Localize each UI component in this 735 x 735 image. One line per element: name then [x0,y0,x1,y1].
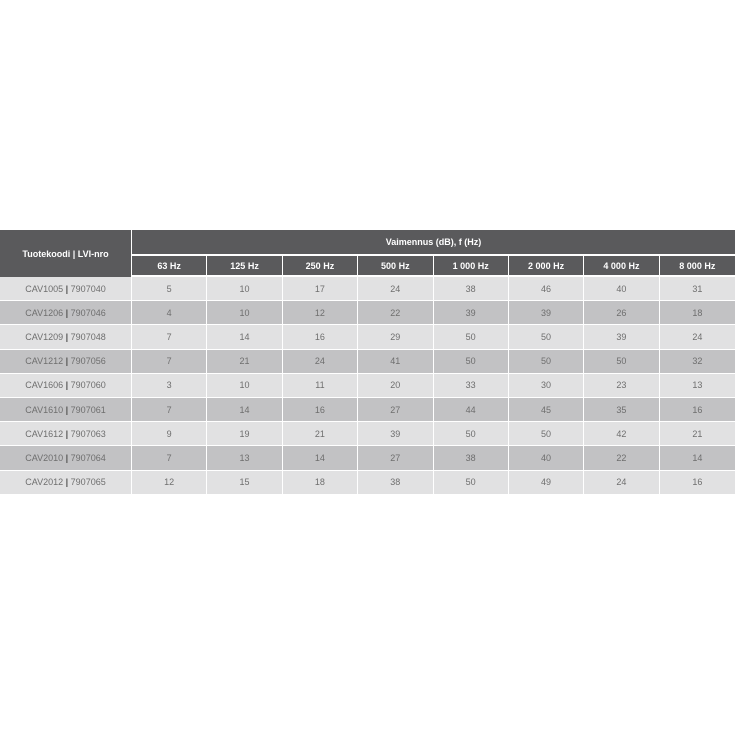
attenuation-value-cell: 27 [358,398,433,422]
attenuation-value-cell: 21 [207,350,282,374]
product-code: CAV2012 [25,477,64,488]
attenuation-value-cell: 5 [132,277,207,301]
product-code: CAV2010 [25,452,64,463]
attenuation-value-cell: 10 [207,277,282,301]
attenuation-value-cell: 13 [660,374,735,398]
table-row [0,301,735,325]
attenuation-value-cell: 24 [283,350,358,374]
attenuation-value-cell: 7 [132,446,207,470]
product-code-header: Tuotekoodi | LVI-nro [0,230,132,277]
attenuation-value-cell: 20 [358,374,433,398]
attenuation-table [0,230,735,495]
product-code: CAV1209 [25,331,64,342]
attenuation-value-cell: 16 [660,471,735,495]
attenuation-value-cell: 22 [584,446,659,470]
attenuation-value-cell: 3 [132,374,207,398]
attenuation-value-cell: 24 [660,325,735,349]
lvi-number: 7907046 [70,307,106,318]
attenuation-value-cell: 29 [358,325,433,349]
attenuation-value-cell: 18 [660,301,735,325]
lvi-number: 7907064 [70,452,106,463]
attenuation-group-header: Vaimennus (dB), f (Hz) [132,230,735,256]
code-separator: | [63,307,71,318]
product-code: CAV1212 [25,356,64,367]
attenuation-value-cell: 40 [509,446,584,470]
attenuation-value-cell: 18 [283,471,358,495]
attenuation-value-cell: 26 [584,301,659,325]
attenuation-value-cell: 15 [207,471,282,495]
attenuation-value-cell: 11 [283,374,358,398]
table-row [0,374,735,398]
attenuation-value-cell: 32 [660,350,735,374]
attenuation-value-cell: 46 [509,277,584,301]
attenuation-value-cell: 12 [283,301,358,325]
table-row [0,471,735,495]
lvi-number: 7907065 [70,477,106,488]
table-row [0,350,735,374]
lvi-number: 7907060 [70,380,106,391]
attenuation-value-cell: 22 [358,301,433,325]
attenuation-value-cell: 42 [584,422,659,446]
attenuation-value-cell: 38 [358,471,433,495]
attenuation-value-cell: 38 [434,277,509,301]
code-separator: | [63,404,71,415]
frequency-header: 1 000 Hz [434,256,509,277]
attenuation-value-cell: 49 [509,471,584,495]
table-body [0,277,735,495]
frequency-header: 250 Hz [283,256,358,277]
code-separator: | [63,356,71,367]
frequency-header: 500 Hz [358,256,433,277]
product-code-cell [0,398,132,422]
attenuation-value-cell: 17 [283,277,358,301]
product-code: CAV1606 [25,380,64,391]
table-row [0,277,735,301]
attenuation-value-cell: 10 [207,301,282,325]
attenuation-value-cell: 13 [207,446,282,470]
product-code-cell [0,350,132,374]
header-group-row [0,230,735,256]
table-row [0,325,735,349]
product-code-cell [0,277,132,301]
frequency-header: 4 000 Hz [584,256,659,277]
code-separator: | [63,331,71,342]
attenuation-value-cell: 19 [207,422,282,446]
attenuation-value-cell: 14 [207,325,282,349]
lvi-number: 7907063 [70,428,106,439]
attenuation-value-cell: 50 [584,350,659,374]
attenuation-value-cell: 9 [132,422,207,446]
attenuation-value-cell: 16 [283,398,358,422]
attenuation-value-cell: 27 [358,446,433,470]
attenuation-value-cell: 16 [283,325,358,349]
attenuation-value-cell: 14 [207,398,282,422]
attenuation-value-cell: 12 [132,471,207,495]
attenuation-value-cell: 50 [509,350,584,374]
product-code: CAV1612 [25,428,64,439]
attenuation-value-cell: 14 [660,446,735,470]
attenuation-value-cell: 21 [660,422,735,446]
attenuation-value-cell: 23 [584,374,659,398]
product-code: CAV1610 [25,404,64,415]
table-row [0,446,735,470]
attenuation-value-cell: 44 [434,398,509,422]
attenuation-value-cell: 41 [358,350,433,374]
lvi-number: 7907061 [70,404,106,415]
attenuation-value-cell: 33 [434,374,509,398]
lvi-number: 7907056 [70,356,106,367]
code-separator: | [63,380,71,391]
code-separator: | [63,283,71,294]
attenuation-value-cell: 14 [283,446,358,470]
product-code-cell [0,374,132,398]
attenuation-value-cell: 50 [434,471,509,495]
attenuation-value-cell: 7 [132,325,207,349]
attenuation-value-cell: 24 [358,277,433,301]
attenuation-value-cell: 30 [509,374,584,398]
attenuation-value-cell: 7 [132,398,207,422]
attenuation-value-cell: 24 [584,471,659,495]
attenuation-value-cell: 40 [584,277,659,301]
code-separator: | [63,477,71,488]
product-code-cell [0,471,132,495]
attenuation-value-cell: 50 [509,422,584,446]
attenuation-value-cell: 45 [509,398,584,422]
attenuation-value-cell: 39 [358,422,433,446]
attenuation-value-cell: 39 [584,325,659,349]
table-header [0,230,735,277]
attenuation-value-cell: 39 [509,301,584,325]
attenuation-value-cell: 50 [434,325,509,349]
attenuation-value-cell: 50 [509,325,584,349]
product-code-cell [0,446,132,470]
product-code-cell [0,422,132,446]
attenuation-value-cell: 38 [434,446,509,470]
attenuation-value-cell: 31 [660,277,735,301]
attenuation-value-cell: 16 [660,398,735,422]
lvi-number: 7907048 [70,331,106,342]
frequency-header: 125 Hz [207,256,282,277]
code-separator: | [63,428,71,439]
attenuation-value-cell: 50 [434,350,509,374]
attenuation-value-cell: 35 [584,398,659,422]
lvi-number: 7907040 [70,283,106,294]
frequency-header: 2 000 Hz [509,256,584,277]
frequency-header: 8 000 Hz [660,256,735,277]
attenuation-value-cell: 50 [434,422,509,446]
attenuation-value-cell: 21 [283,422,358,446]
attenuation-value-cell: 39 [434,301,509,325]
product-code: CAV1206 [25,307,64,318]
product-code: CAV1005 [25,283,64,294]
table-row [0,398,735,422]
attenuation-value-cell: 4 [132,301,207,325]
attenuation-value-cell: 10 [207,374,282,398]
attenuation-table-container [0,230,735,495]
frequency-header: 63 Hz [132,256,207,277]
code-separator: | [63,452,71,463]
table-row [0,422,735,446]
product-code-cell [0,301,132,325]
attenuation-value-cell: 7 [132,350,207,374]
product-code-cell [0,325,132,349]
